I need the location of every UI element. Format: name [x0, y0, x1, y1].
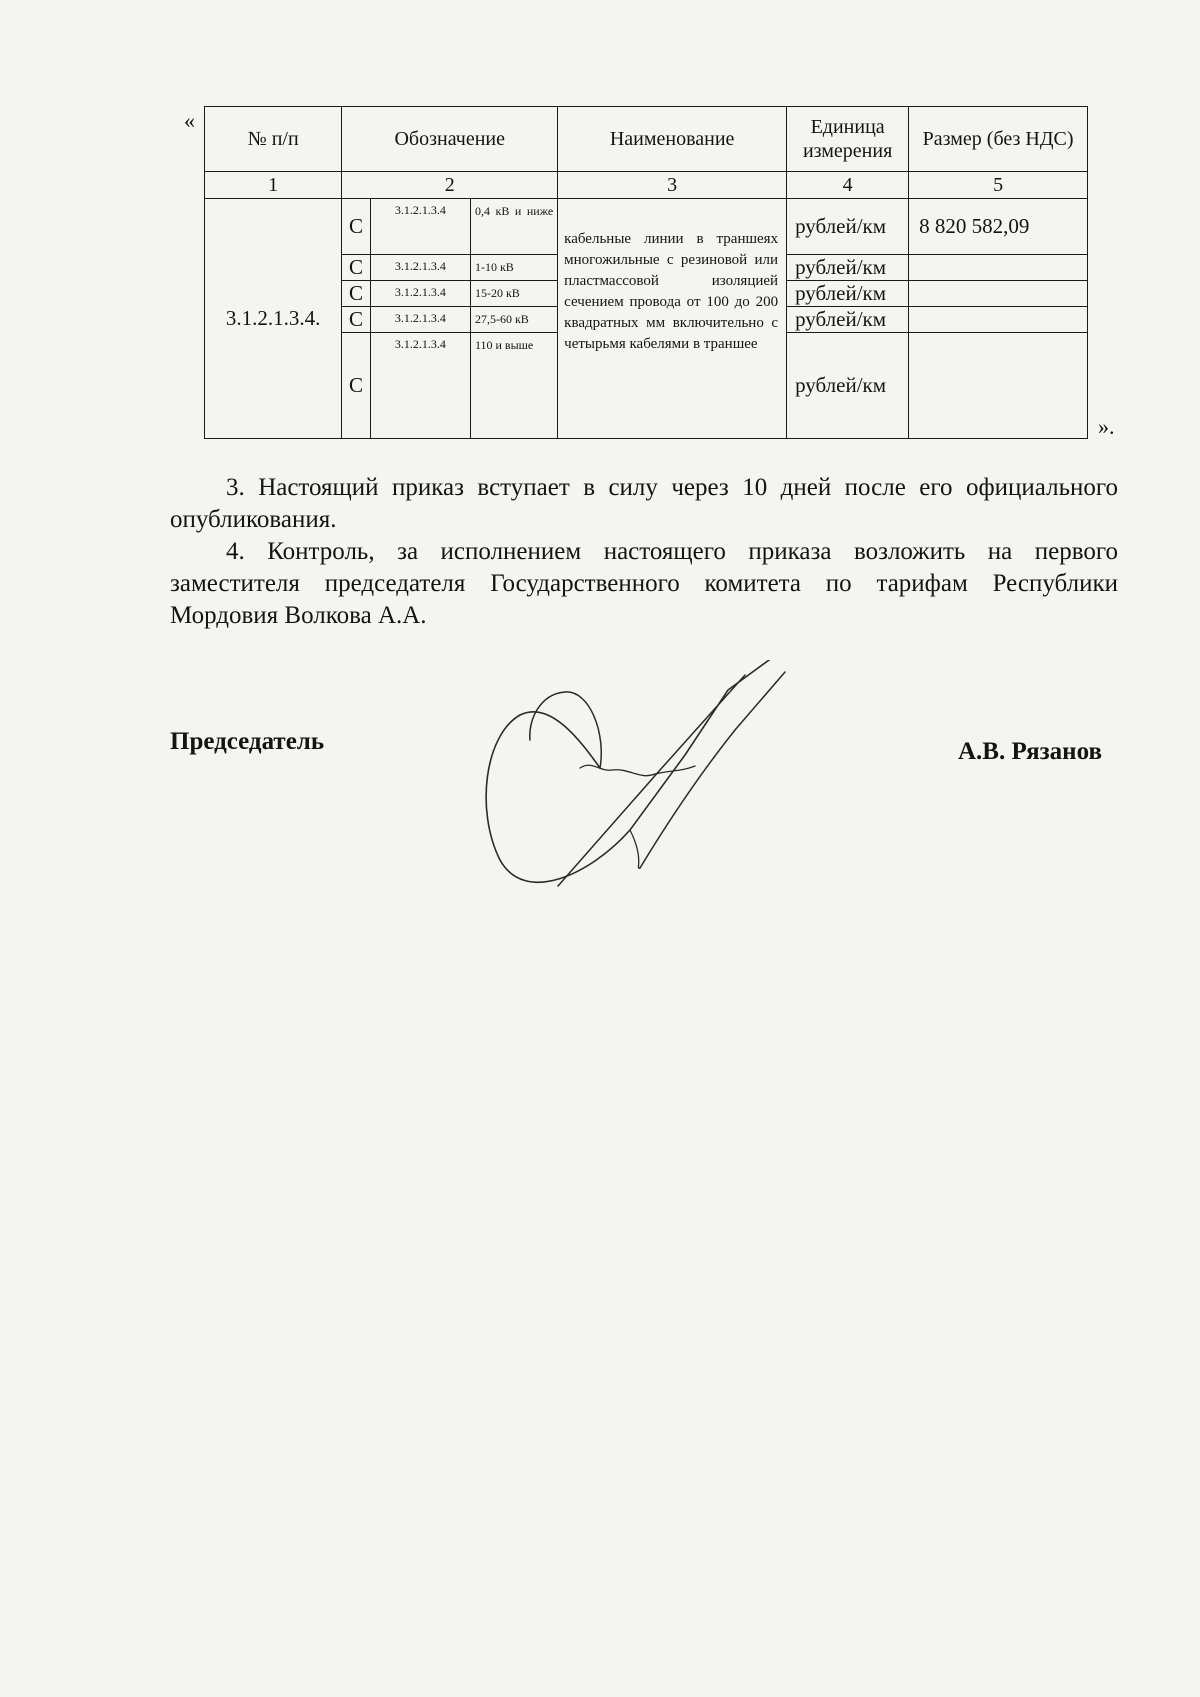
row-code: 3.1.2.1.3.4	[370, 333, 470, 439]
row-voltage: 110 и выше	[470, 333, 557, 439]
row-voltage: 0,4 кВ и ниже	[470, 199, 557, 255]
handwritten-signature	[480, 660, 840, 900]
row-code: 3.1.2.1.3.4	[370, 281, 470, 307]
column-number: 2	[342, 172, 558, 199]
row-code: 3.1.2.1.3.4	[370, 307, 470, 333]
row-unit: рублей/км	[787, 255, 909, 281]
column-number-row	[205, 172, 1088, 199]
row-number: 3.1.2.1.3.4.	[205, 199, 342, 439]
row-code: 3.1.2.1.3.4	[370, 255, 470, 281]
tariff-table	[204, 106, 1088, 439]
row-size: 8 820 582,09	[909, 199, 1088, 255]
row-unit: рублей/км	[787, 307, 909, 333]
row-unit: рублей/км	[787, 281, 909, 307]
paragraph-3: 3. Настоящий приказ вступает в силу через 10 дней после его официального опубликования.	[170, 474, 1118, 533]
row-voltage: 1-10 кВ	[470, 255, 557, 281]
table-header-row	[205, 107, 1088, 172]
row-letter: С	[342, 307, 370, 333]
signer-title: Председатель	[170, 728, 325, 755]
row-description: кабельные линии в траншеях многожильные с резиновой или пластмассовой изоляцией сечением провода от 100 до 200 квадратных мм включительно с четырьмя кабелями в траншее	[558, 199, 787, 439]
header-size: Размер (без НДС)	[909, 107, 1088, 172]
row-size	[909, 307, 1088, 333]
row-voltage: 15-20 кВ	[470, 281, 557, 307]
row-code: 3.1.2.1.3.4	[370, 199, 470, 255]
row-unit: рублей/км	[787, 333, 909, 439]
column-number: 3	[558, 172, 787, 199]
row-size	[909, 255, 1088, 281]
column-number: 4	[787, 172, 909, 199]
paragraph-4: 4. Контроль, за исполнением настоящего приказа возложить на первого заместителя председателя Государственного комитета по тарифам Республики Мордовия Волкова А.А.	[170, 538, 1118, 629]
row-size	[909, 333, 1088, 439]
row-voltage: 27,5-60 кВ	[470, 307, 557, 333]
closing-quote: ».	[1098, 414, 1115, 439]
opening-quote: «	[184, 108, 195, 133]
signer-name: А.В. Рязанов	[958, 738, 1102, 765]
row-unit: рублей/км	[787, 199, 909, 255]
row-letter: С	[342, 333, 370, 439]
row-letter: С	[342, 281, 370, 307]
row-letter: С	[342, 199, 370, 255]
table-row	[205, 199, 1088, 255]
header-name: Наименование	[558, 107, 787, 172]
header-unit: Единица измерения	[787, 107, 909, 172]
header-designation: Обозначение	[342, 107, 558, 172]
header-number: № п/п	[205, 107, 342, 172]
column-number: 5	[909, 172, 1088, 199]
column-number: 1	[205, 172, 342, 199]
row-size	[909, 281, 1088, 307]
row-letter: С	[342, 255, 370, 281]
